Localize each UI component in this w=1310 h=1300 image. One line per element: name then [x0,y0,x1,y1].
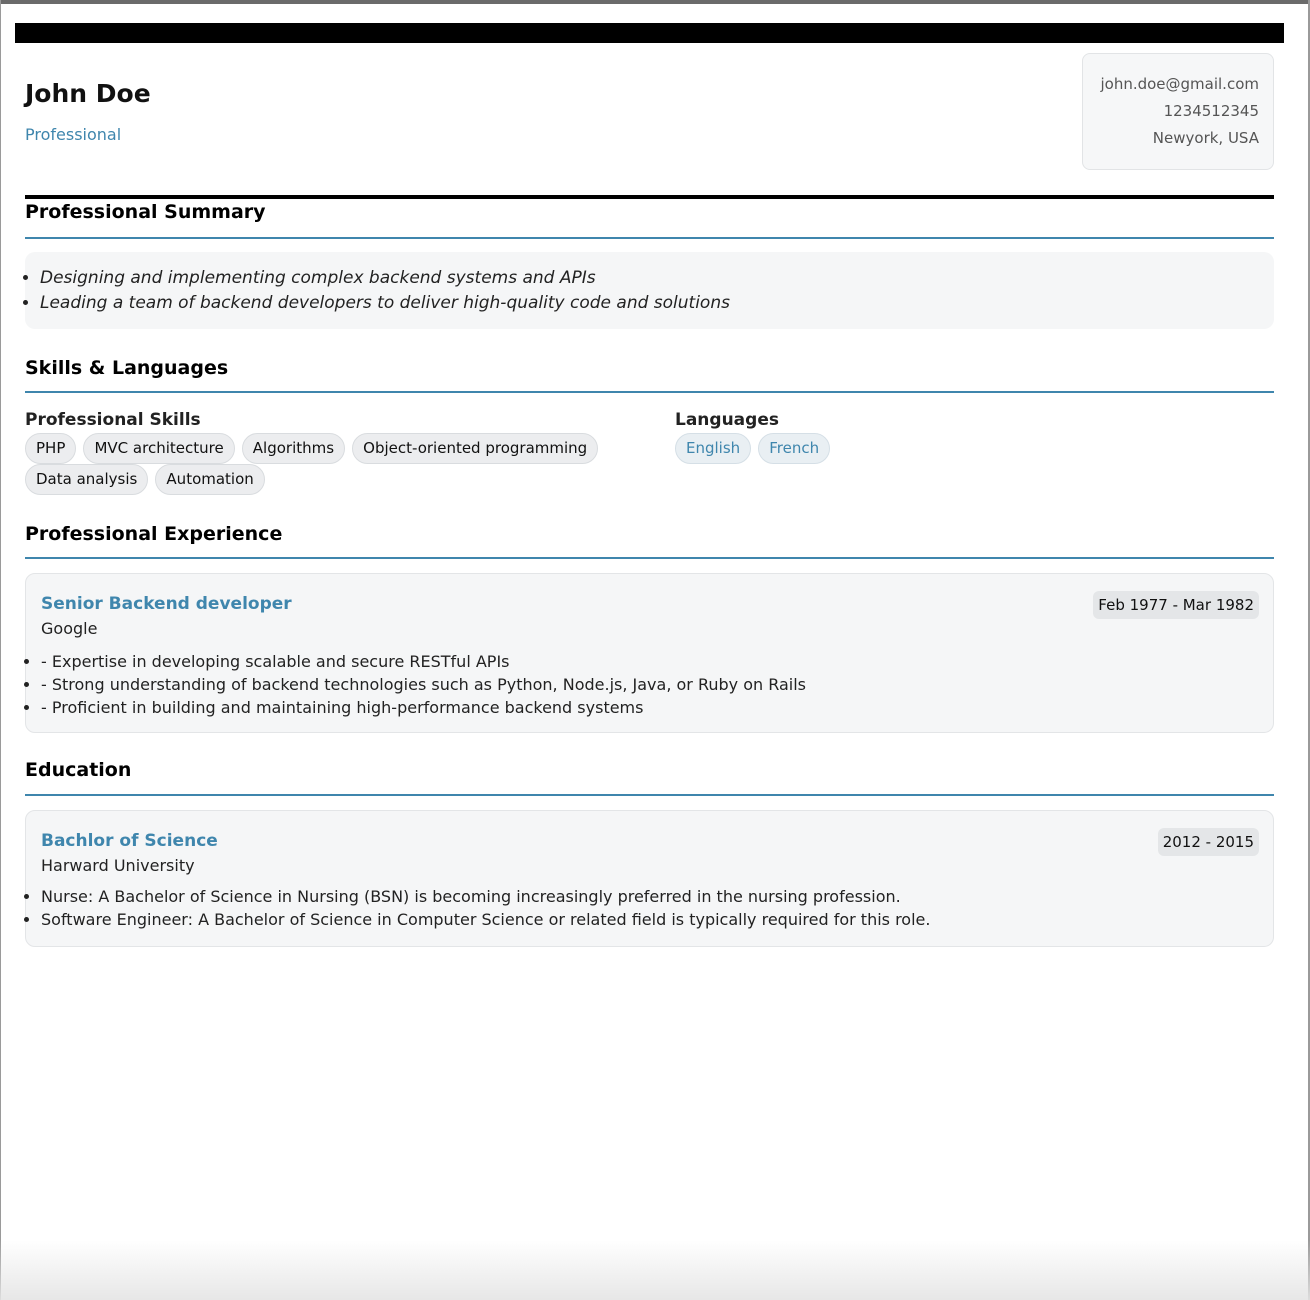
skill-tag: Algorithms [242,433,345,464]
experience-divider [25,557,1274,559]
experience-heading: Professional Experience [25,523,283,545]
summary-divider [25,237,1274,239]
skill-tag: MVC architecture [83,433,234,464]
experience-bullet: • - Strong understanding of backend technologies such as Python, Node.js, Java, or Ruby on Rails [41,673,806,696]
date-badge: Feb 1977 - Mar 1982 [1093,591,1259,619]
degree-title: Bachlor of Science [41,831,218,851]
experience-bullet: • - Expertise in developing scalable and secure RESTful APIs [41,650,806,673]
school-name: Harward University [41,856,195,875]
skills-row [25,433,600,464]
candidate-role: Professional [25,125,122,144]
summary-list [40,266,730,316]
contact-email[interactable]: john.doe@gmail.com [1100,75,1259,93]
contact-location: Newyork, USA [1152,129,1259,147]
skills-heading: Skills & Languages [25,357,229,379]
window-top-edge [0,0,1310,4]
education-heading: Education [25,759,132,781]
window-left-edge [0,0,1,1300]
skill-tag: Data analysis [25,464,148,495]
contact-card [1082,53,1274,170]
skill-tag: PHP [25,433,76,464]
professional-skills-heading: Professional Skills [25,410,201,430]
skills-row [25,464,267,495]
education-bullets [41,885,930,931]
experience-card [25,573,1274,733]
education-divider [25,794,1274,796]
skills-divider [25,391,1274,393]
language-tag: French [758,433,830,464]
summary-item: • Designing and implementing complex backend systems and APIs [40,266,730,291]
contact-phone[interactable]: 1234512345 [1163,102,1259,120]
page-bottom-shadow [0,1240,1310,1300]
summary-box [25,252,1274,329]
education-bullet: • Software Engineer: A Bachelor of Science in Computer Science or related field is typically required for this role. [41,908,930,931]
language-tag: English [675,433,751,464]
resume-top-bar [15,23,1284,43]
experience-bullets [41,650,806,719]
skill-tag: Automation [155,464,264,495]
header-divider [25,195,1274,199]
languages-heading: Languages [675,410,779,430]
candidate-name: John Doe [25,79,151,108]
summary-item: • Leading a team of backend developers to deliver high-quality code and solutions [40,291,730,316]
resume-page [25,55,1274,929]
date-badge: 2012 - 2015 [1158,828,1259,856]
languages-row [675,433,832,464]
resume-header [25,55,1274,185]
education-card [25,810,1274,947]
company-name: Google [41,619,98,638]
education-bullet: • Nurse: A Bachelor of Science in Nursing (BSN) is becoming increasingly preferred in the nursing profession. [41,885,930,908]
summary-heading: Professional Summary [25,201,266,223]
skill-tag: Object-oriented programming [352,433,598,464]
job-title: Senior Backend developer [41,594,292,614]
experience-bullet: • - Proficient in building and maintaining high-performance backend systems [41,696,806,719]
